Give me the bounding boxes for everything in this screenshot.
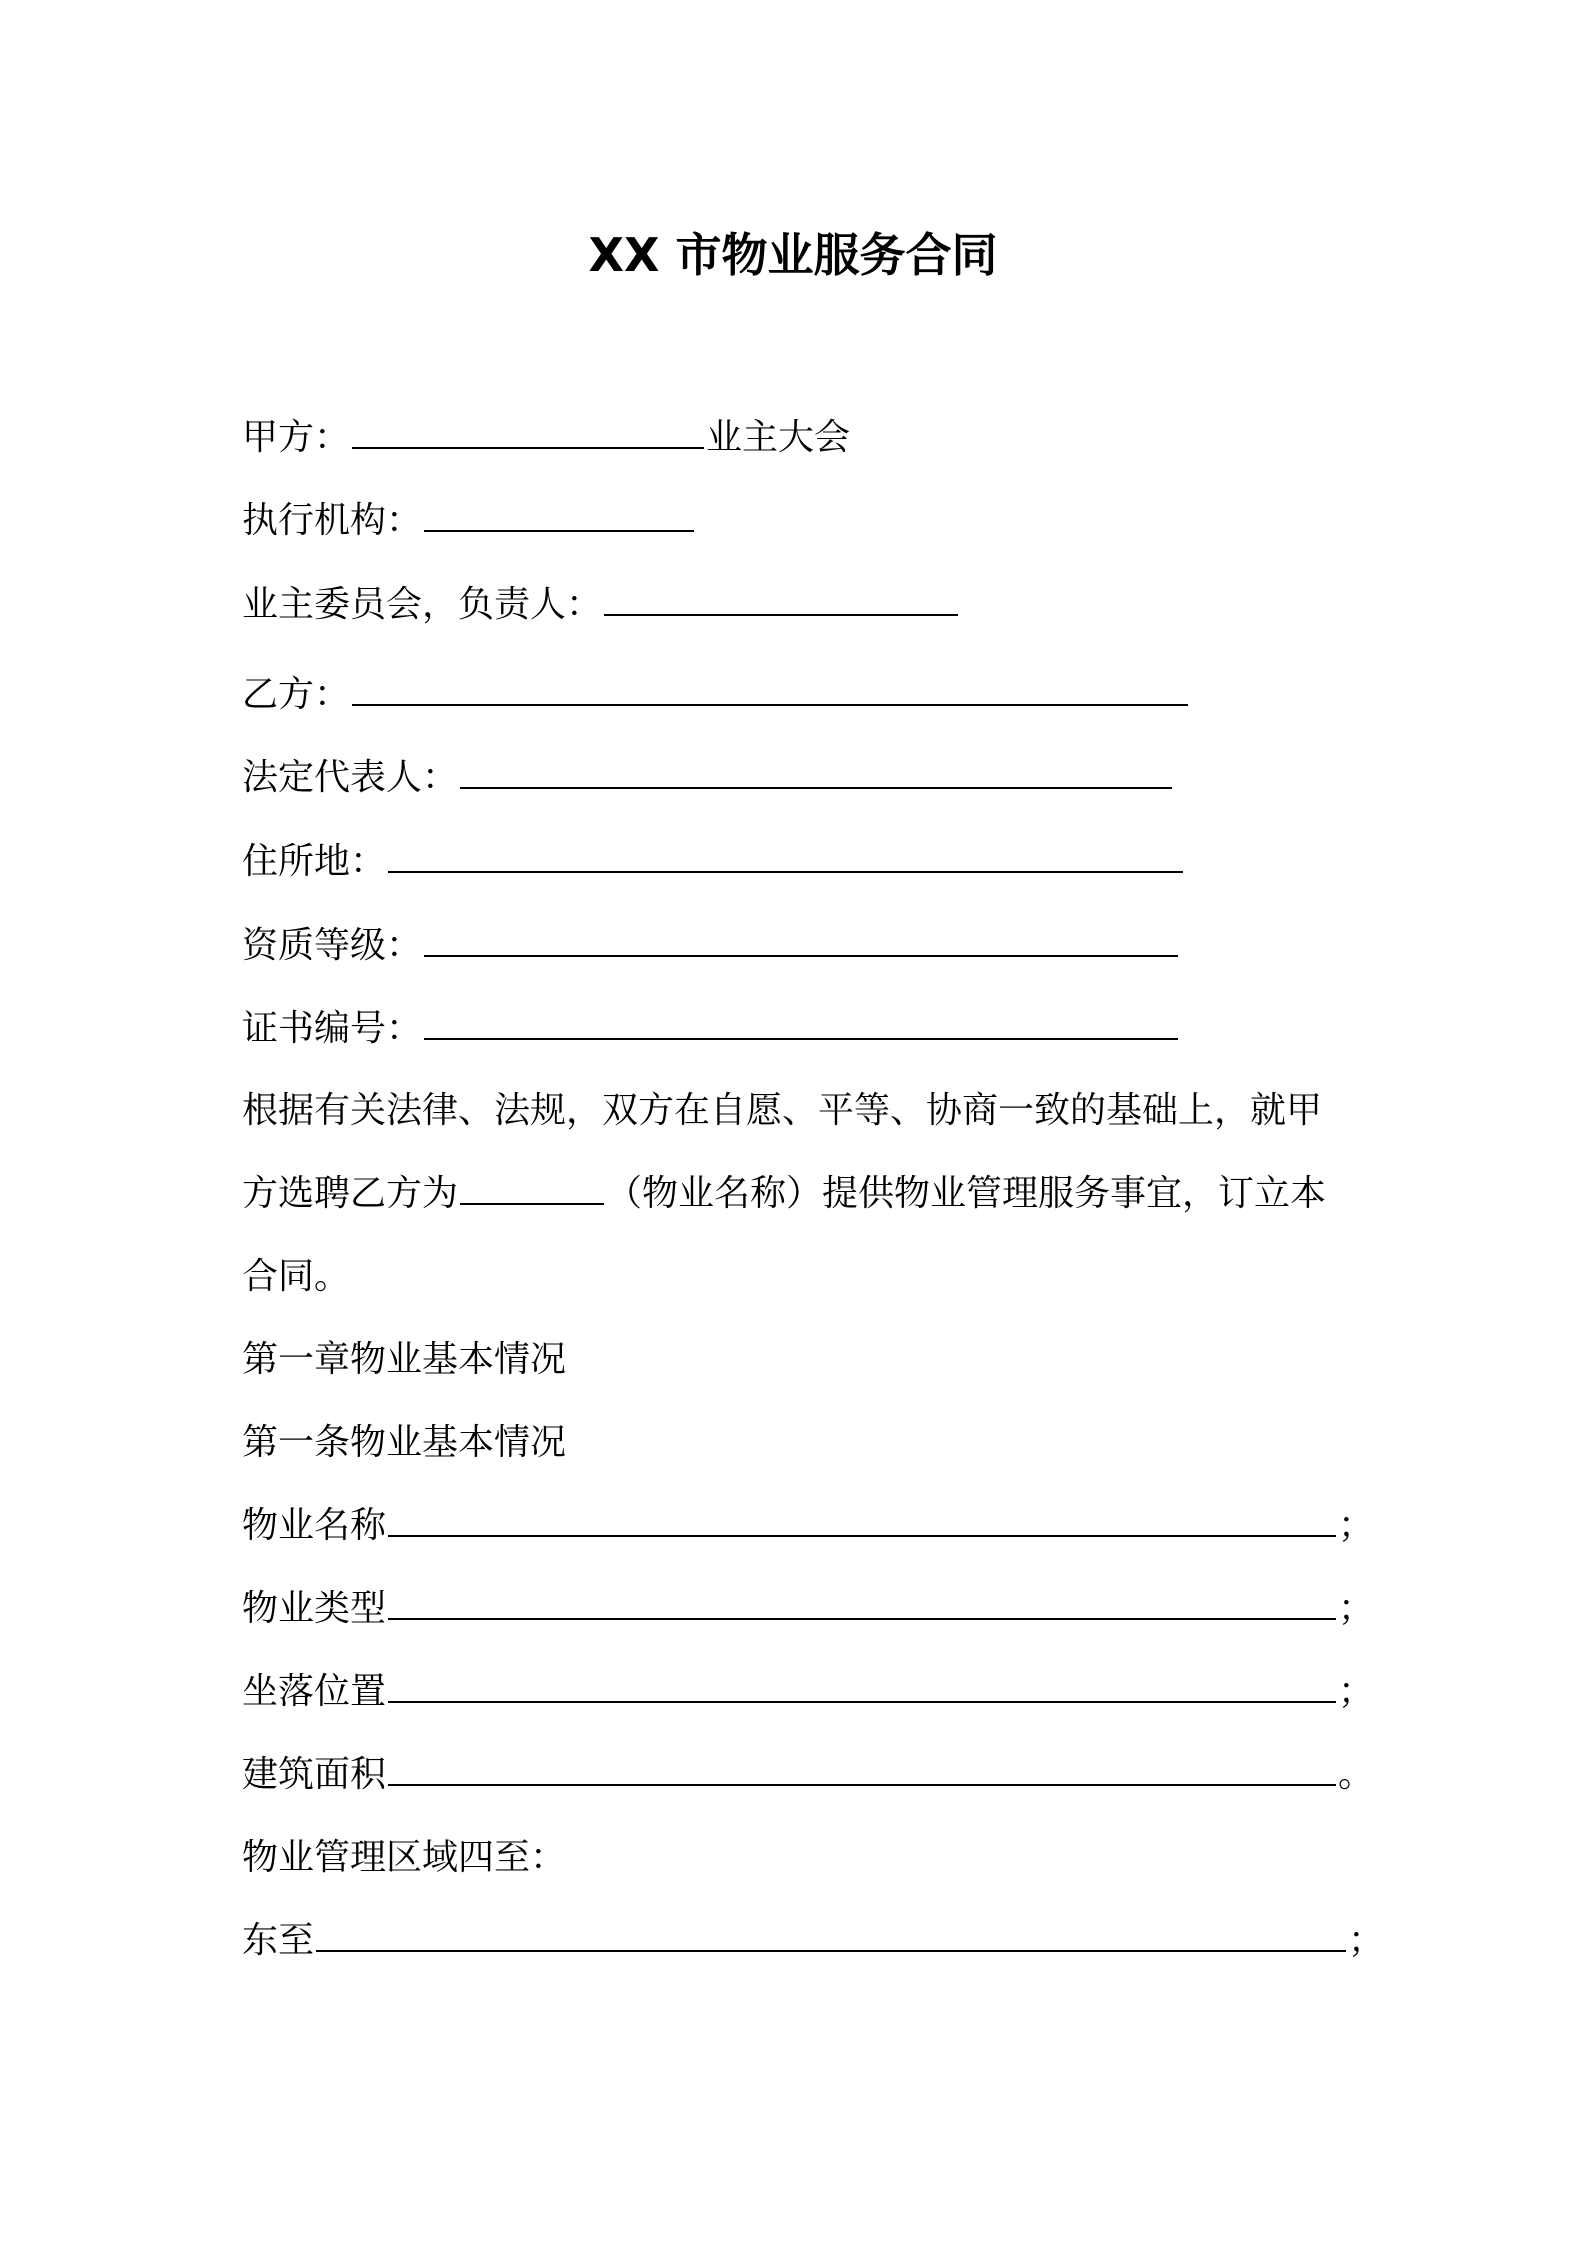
property-name-line [242, 1503, 1374, 1549]
party-a-blank [352, 417, 704, 449]
boundaries-heading [242, 1835, 566, 1881]
location-line [242, 1669, 1374, 1715]
exec-org-label: 执行机构： [242, 500, 423, 541]
committee-label: 业主委员会，负责人： [242, 584, 603, 625]
chapter-heading [242, 1337, 566, 1383]
intro-text-2-suffix: （物业名称）提供物业管理服务事宜，订立本 [606, 1173, 1327, 1214]
property-name-inline-blank [460, 1173, 604, 1205]
property-name-blank [388, 1505, 1336, 1537]
intro-line-1 [242, 1088, 1322, 1134]
chapter-1-title: 第一章物业基本情况 [242, 1339, 567, 1380]
qualification-line [242, 923, 1180, 969]
party-b-blank [352, 674, 1188, 706]
party-b-label: 乙方： [242, 674, 351, 715]
building-area-label: 建筑面积 [242, 1754, 387, 1795]
location-blank [388, 1671, 1336, 1703]
address-label: 住所地： [242, 841, 387, 882]
intro-text-3: 合同。 [242, 1256, 351, 1297]
party-a-suffix: 业主大会 [706, 417, 851, 458]
intro-text-1: 根据有关法律、法规，双方在自愿、平等、协商一致的基础上，就甲 [242, 1090, 1323, 1131]
east-boundary-line [242, 1918, 1384, 1964]
address-line [242, 839, 1185, 885]
property-type-label: 物业类型 [242, 1588, 387, 1629]
legal-rep-line [242, 755, 1174, 801]
building-area-blank [388, 1754, 1336, 1786]
certificate-blank [424, 1008, 1178, 1040]
boundaries-label: 物业管理区域四至： [242, 1837, 567, 1878]
exec-org-blank [424, 500, 694, 532]
article-heading [242, 1420, 566, 1466]
committee-blank [604, 584, 958, 616]
party-a-label: 甲方： [242, 417, 351, 458]
party-b-line [242, 672, 1190, 718]
article-1-title: 第一条物业基本情况 [242, 1422, 567, 1463]
property-name-label: 物业名称 [242, 1505, 387, 1546]
east-boundary-blank [316, 1920, 1346, 1952]
semicolon: ； [1348, 1920, 1385, 1961]
document-title: XX 市物业服务合同 [588, 228, 998, 282]
period: 。 [1338, 1754, 1375, 1795]
location-label: 坐落位置 [242, 1671, 387, 1712]
address-blank [388, 841, 1183, 873]
intro-line-3 [242, 1254, 350, 1300]
qualification-blank [424, 925, 1178, 957]
property-type-blank [388, 1588, 1336, 1620]
east-label: 东至 [242, 1920, 315, 1961]
semicolon: ； [1338, 1671, 1375, 1712]
certificate-line [242, 1006, 1180, 1052]
intro-line-2 [242, 1171, 1326, 1217]
legal-rep-blank [460, 757, 1172, 789]
property-type-line [242, 1586, 1374, 1632]
party-a-line [242, 415, 850, 461]
semicolon: ； [1338, 1505, 1375, 1546]
intro-text-2-prefix: 方选聘乙方为 [242, 1173, 459, 1214]
building-area-line [242, 1752, 1374, 1798]
legal-rep-label: 法定代表人： [242, 757, 459, 798]
semicolon: ； [1338, 1588, 1375, 1629]
exec-org-line [242, 498, 696, 544]
committee-line [242, 582, 960, 628]
qualification-label: 资质等级： [242, 925, 423, 966]
certificate-label: 证书编号： [242, 1008, 423, 1049]
